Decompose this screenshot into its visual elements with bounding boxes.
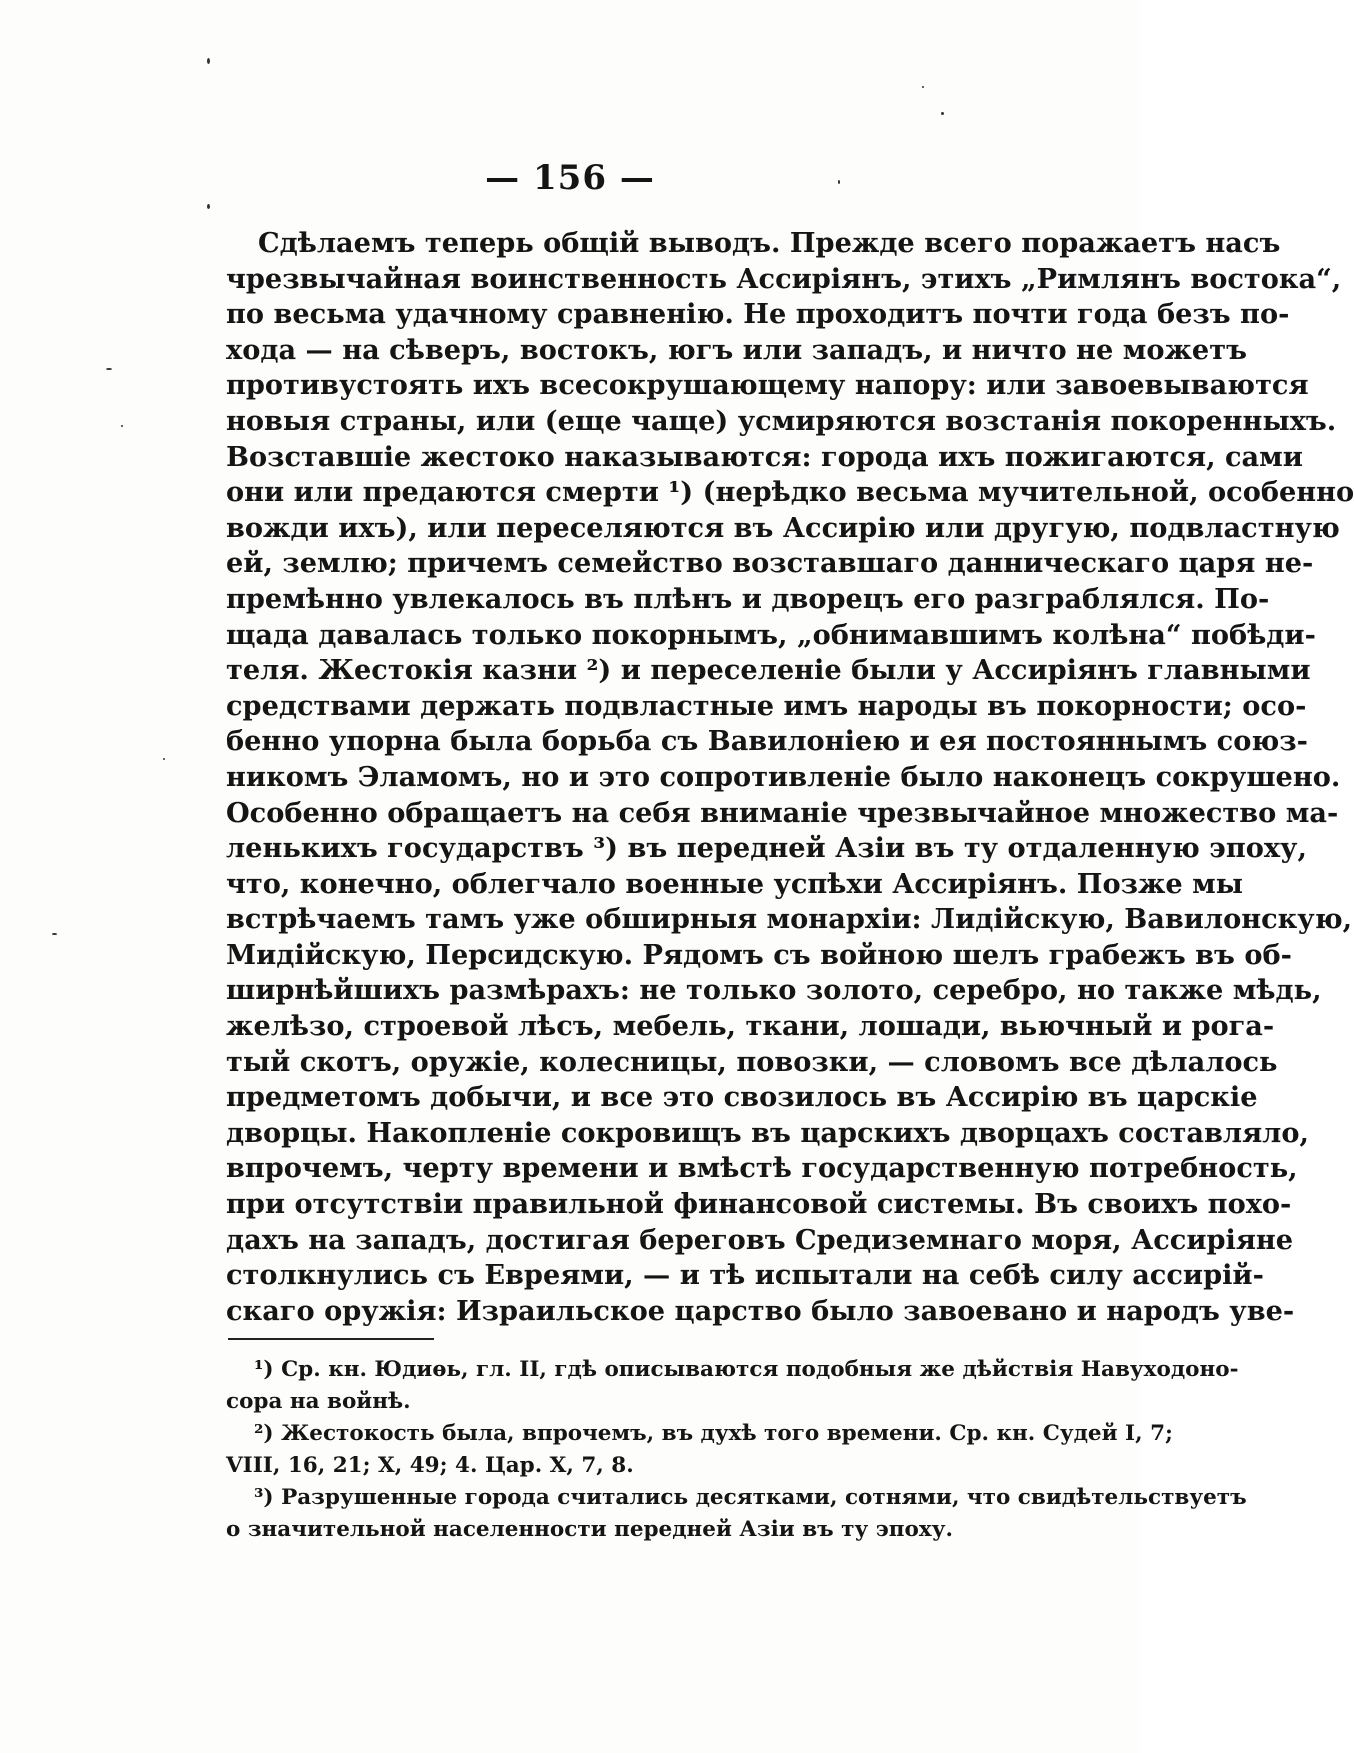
scan-speck (106, 368, 112, 370)
scan-speck (838, 180, 840, 184)
text-line: Возставшіе жестоко наказываются: города ихъ пожигаются, сами (226, 440, 1303, 473)
text-line: желѣзо, строевой лѣсъ, мебель, ткани, лошади, вьючный и рога- (226, 1010, 1275, 1043)
text-line: по весьма удачному сравненію. Не проходитъ почти года безъ по- (226, 298, 1290, 331)
text-line: противустоять ихъ всесокрушающему напору: или завоевываются (226, 369, 1309, 402)
footnote-1-line: сора на войнѣ. (226, 1389, 411, 1414)
text-line: встрѣчаемъ тамъ уже обширныя монархіи: Лидійскую, Вавилонскую, (226, 903, 1353, 936)
text-line: они или предаются смерти ¹) (нерѣдко весьма мучительной, особенно (226, 476, 1354, 509)
text-line: чрезвычайная воинственность Ассиріянъ, этихъ „Римлянъ востока“, (226, 262, 1342, 295)
text-line: премѣнно увлекалось въ плѣнъ и дворецъ его разграблялся. По- (226, 582, 1270, 615)
text-line: ленькихъ государствъ ³) въ передней Азіи въ ту отдаленную эпоху, (226, 832, 1307, 865)
text-line: щада давалась только покорнымъ, „обнимавшимъ колѣна“ побѣди- (226, 618, 1316, 651)
page-number: — 156 — (485, 158, 655, 198)
text-line: скаго оружія: Израильское царство было завоевано и народъ уве- (226, 1294, 1295, 1327)
main-text (226, 226, 1354, 1329)
text-line: никомъ Эламомъ, но и это сопротивленіе было наконецъ сокрушено. (226, 760, 1341, 793)
text-line: при отсутствіи правильной финансовой системы. Въ своихъ похо- (226, 1188, 1292, 1221)
footnote-2-line: ²) Жестокость была, впрочемъ, въ духѣ того времени. Ср. кн. Судей I, 7; (254, 1421, 1173, 1446)
text-line: бенно упорна была борьба съ Вавилоніею и ея постояннымъ союз- (226, 725, 1308, 758)
footnote-3-line: ³) Разрушенные города считались десятками, сотнями, что свидѣтельствуетъ (254, 1485, 1247, 1510)
text-line: столкнулись съ Евреями, — и тѣ испытали на себѣ силу ассирій- (226, 1259, 1264, 1292)
scan-speck (207, 204, 210, 209)
text-line: предметомъ добычи, и все это свозилось въ Ассирію въ царскіе (226, 1081, 1258, 1114)
text-line: вожди ихъ), или переселяются въ Ассирію или другую, подвластную (226, 511, 1340, 544)
text-line: Особенно обращаетъ на себя вниманіе чрезвычайное множество ма- (226, 796, 1339, 829)
footnote-2-line: VIII, 16, 21; X, 49; 4. Цар. X, 7, 8. (226, 1453, 634, 1478)
text-line: Сдѣлаемъ теперь общій выводъ. Прежде всего поражаетъ насъ (258, 227, 1281, 259)
text-line: новыя страны, или (еще чаще) усмиряются возстанія покоренныхъ. (226, 404, 1337, 437)
text-line: теля. Жестокія казни ²) и переселеніе были у Ассиріянъ главными (226, 654, 1311, 687)
scan-speck (941, 112, 944, 115)
footnote-3-line: о значительной населенности передней Азіи въ ту эпоху. (226, 1517, 953, 1542)
text-line: хода — на сѣверъ, востокъ, югъ или западъ, и ничто не можетъ (226, 333, 1247, 366)
text-line: ширнѣйшихъ размѣрахъ: не только золото, серебро, но также мѣдь, (226, 974, 1322, 1007)
scan-speck (52, 933, 57, 935)
text-line: дахъ на западъ, достигая береговъ Средиземнаго моря, Ассиріяне (226, 1223, 1294, 1256)
footnotes (226, 1354, 1247, 1546)
footnote-divider (228, 1338, 434, 1340)
text-line: что, конечно, облегчало военные успѣхи Ассиріянъ. Позже мы (226, 867, 1244, 900)
text-line: тый скотъ, оружіе, колесницы, повозки, — словомъ все дѣлалось (226, 1045, 1278, 1078)
text-line: средствами держать подвластные имъ народы въ покорности; осо- (226, 689, 1307, 722)
footnote-1-line: ¹) Ср. кн. Юдиѳь, гл. II, гдѣ описываются подобныя же дѣйствія Навуходоно- (254, 1357, 1239, 1382)
text-line: дворцы. Накопленіе сокровищъ въ царскихъ дворцахъ составляло, (226, 1116, 1309, 1149)
text-line: Мидійскую, Персидскую. Рядомъ съ войною шелъ грабежъ въ об- (226, 938, 1292, 971)
scan-speck (922, 86, 924, 88)
scan-speck (207, 58, 210, 64)
text-line: впрочемъ, черту времени и вмѣстѣ государственную потребность, (226, 1152, 1298, 1185)
text-line: ей, землю; причемъ семейство возставшаго данническаго царя не- (226, 547, 1314, 580)
scan-speck (163, 758, 165, 760)
scan-speck (121, 425, 123, 427)
